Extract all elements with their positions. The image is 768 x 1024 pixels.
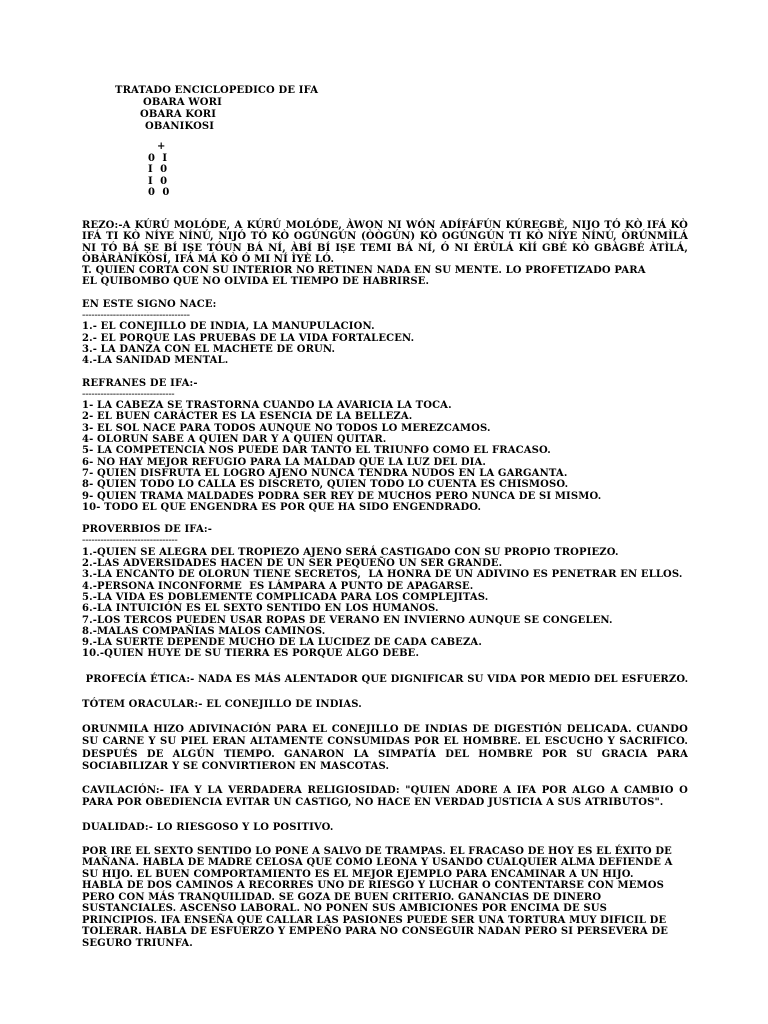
list-item: 3.-LA ENCANTO DE OLORUN TIENE SECRETOS, LA HONRA DE UN ADIVINO ES PENETRAR EN ELLOS. [82, 569, 683, 581]
list-item: 3.- LA DANZA CON EL MACHETE DE ORUN. [82, 343, 336, 355]
cavilacion-paragraph: CAVILACIÓN:- IFA Y LA VERDADERA RELIGIOSIDAD: "QUIEN ADORE A IFA POR ALGO A CAMBIO O PARA POR OBEDIENCIA EVITAR UN CASTIGO, NO HACE EN VERDAD JUSTICIA A SUS ATRIBUTOS". [82, 785, 688, 809]
rezo-translation: T. QUIEN CORTA CON SU INTERIOR NO RETINEN NADA EN SU MENTE. LO PROFETIZADO PARA EL QUIBOMBO QUE NO OLVIDA EL TIEMPO DE HABRIRSE. [82, 265, 646, 288]
list-item: 10.-QUIEN HUYE DE SU TIERRA ES PORQUE ALGO DEBE. [82, 648, 420, 660]
section-heading: PROVERBIOS DE IFA:- [82, 524, 213, 536]
odu-row: I 0 [148, 164, 168, 176]
list-item: 9- QUIEN TRAMA MALDADES PODRA SER REY DE MUCHOS PERO NUNCA DE SI MISMO. [82, 490, 602, 502]
list-item: 2.- EL PORQUE LAS PRUEBAS DE LA VIDA FORTALECEN. [82, 332, 415, 344]
list-item: 9.-LA SUERTE DEPENDE MUCHO DE LA LUCIDEZ DE CADA CABEZA. [82, 637, 482, 649]
list-item: 6- NO HAY MEJOR REFUGIO PARA LA MALDAD QUE LA LUZ DEL DIA. [82, 456, 487, 468]
list-item: 1.- EL CONEJILLO DE INDIA, LA MANUPULACION. [82, 321, 375, 333]
document-title-block [0, 85, 319, 157]
section-separator: ------------------------------ [82, 388, 175, 400]
odu-row: 0 I [148, 152, 168, 164]
list-item: 10- TODO EL QUE ENGENDRA ES POR QUE HA SIDO ENGENDRADO. [82, 501, 482, 513]
list-item: 5.-LA VIDA ES DOBLEMENTE COMPLICADA PARA LOS COMPLEJITAS. [82, 591, 489, 603]
odu-name-line: OBANIKOSI [145, 121, 215, 132]
list-item: 2.-LAS ADVERSIDADES HACEN DE UN SER PEQUEÑO UN SER GRANDE. [82, 558, 503, 570]
list-item: 8.-MALAS COMPAÑIAS MALOS CAMINOS. [82, 625, 326, 637]
list-item: 7.-LOS TERCOS PUEDEN USAR ROPAS DE VERANO EN INVIERNO AUNQUE SE CONGELEN. [82, 614, 613, 626]
section-separator: ------------------------------- [82, 535, 178, 547]
list-item: 1.-QUIEN SE ALEGRA DEL TROPIEZO AJENO SERÁ CASTIGADO CON SU PROPIO TROPIEZO. [82, 546, 619, 558]
profecia-line: PROFECÍA ÉTICA:- NADA ES MÁS ALENTADOR QUE DIGNIFICAR SU VIDA POR MEDIO DEL ESFUERZO. [82, 673, 689, 685]
list-item: 8- QUIEN TODO LO CALLA ES DISCRETO, QUIEN TODO LO CUENTA ES CHISMOSO. [82, 479, 569, 491]
final-paragraph: POR IRE EL SEXTO SENTIDO LO PONE A SALVO DE TRAMPAS. EL FRACASO DE HOY ES EL ÉXITO DE MAÑANA. HABLA DE MADRE CELOSA QUE COMO LEONA Y USANDO CUALQUIER ALMA DEFIENDE A SU HIJO. EL BUEN COMPORTAMIENTO ES EL MEJOR EJEMPLO PARA ENCAMINAR A UN HIJO. HABLA DE DOS CAMINOS A RECORRES UNO DE RIESGO Y LUCHAR O CONTENTARSE CON MEMOS PERO CON MÁS TRANQUILIDAD. SE GOZA DE BUEN CRITERIO. GANANCIAS DE DINERO SUSTANCIALES. ASCENSO LABORAL. NO PONEN SUS AMBICIONES POR ENCIMA DE SUS PRINCIPIOS. IFA ENSEÑA QUE CALLAR LAS PASIONES PUEDE SER UNA TORTURA MUY DIFICIL DE TOLERAR. HABLA DE ESFUERZO Y EMPEÑO PARA NO CONSEGUIR NADAN PERO SI PERSEVERA DE SEGURO TRIUNFA. [82, 845, 673, 949]
list-item: 5- LA COMPETENCIA NOS PUEDE DAR TANTO EL TRIUNFO COMO EL FRACASO. [82, 445, 551, 457]
odu-row: I 0 [148, 175, 168, 187]
odu-row: 0 0 [148, 187, 170, 199]
section-heading: REFRANES DE IFA:- [82, 377, 198, 389]
odu-figure [148, 141, 169, 199]
list-item: 4- OLORUN SABE A QUIEN DAR Y A QUIEN QUITAR. [82, 434, 387, 446]
odu-name-line: OBARA KORI [140, 109, 217, 120]
dualidad-line: DUALIDAD:- LO RIESGOSO Y LO POSITIVO. [82, 821, 334, 833]
list-item: 1- LA CABEZA SE TRASTORNA CUANDO LA AVARICIA LA TOCA. [82, 400, 452, 412]
section-heading: EN ESTE SIGNO NACE: [82, 298, 217, 310]
list-item: 4.-LA SANIDAD MENTAL. [82, 355, 229, 367]
rezo-paragraph: REZO:-A KÚRÚ MOLÓDE, A KÚRÚ MOLÓDE, ÀWON NI WÓN ADÍFÁFÚN KÚREGBÈ, NIJO TÓ KÒ IFÁ KÒ IFÁ TI KÒ NÍYE NÍNÚ, NIJÓ TÓ KÒ OGÚNGÚN (ÒÒGÚN) KÒ OGÚNGÚN TI KÒ NÍYE NÍNÚ, ÒRÚNMÌLÁ NI TÓ BÁ ṢE BÍ IṢE TÓUN BÁ NÍ, ÀBÍ BÍ IṢE TEMI BÁ NÍ, Ó NI ÈRÙLÁ KÌÍ GBÉ KÒ GBÀGBÉ ÀTÌLÁ, ÒBÀRÀNÍKÒSÍ, IFÁ MÁ KÒ Ó MI NÍ ÌYÈ LÓ. [82, 220, 688, 265]
totem-line: TÓTEM ORACULAR:- EL CONEJILLO DE INDIAS. [82, 698, 362, 710]
orunmila-paragraph: ORUNMILA HIZO ADIVINACIÓN PARA EL CONEJILLO DE INDIAS DE DIGESTIÓN DELICADA. CUANDO SU CARNE Y SU PIEL ERAN ALTAMENTE CONSUMIDAS POR EL HOMBRE. EL ESCUCHO Y SACRIFICO. DESPUÉS DE ALGÚN TIEMPO. GANARON LA SIMPATÍA DEL HOMBRE POR SU GRACIA PARA SOCIABILIZAR Y SE CONVIRTIERON EN MASCOTAS. [82, 724, 688, 772]
odu-plus-mark: + [157, 141, 166, 152]
odu-name-line: OBARA WORI [143, 97, 222, 108]
document-body [82, 220, 689, 949]
list-item: 4.-PERSONA INCONFORME ES LÁMPARA A PUNTO DE APAGARSE. [82, 580, 474, 592]
list-item: 7- QUIEN DISFRUTA EL LOGRO AJENO NUNCA TENDRA NUDOS EN LA GARGANTA. [82, 467, 568, 479]
section-separator: ----------------------------------- [82, 310, 190, 322]
list-item: 2- EL BUEN CARÁCTER ES LA ESENCIA DE LA BELLEZA. [82, 411, 413, 423]
list-item: 6.-LA INTUICIÓN ES EL SEXTO SENTIDO EN LOS HUMANOS. [82, 603, 439, 615]
list-item: 3- EL SOL NACE PARA TODOS AUNQUE NO TODOS LO MEREZCAMOS. [82, 422, 491, 434]
title-line: TRATADO ENCICLOPEDICO DE IFA [115, 85, 319, 96]
